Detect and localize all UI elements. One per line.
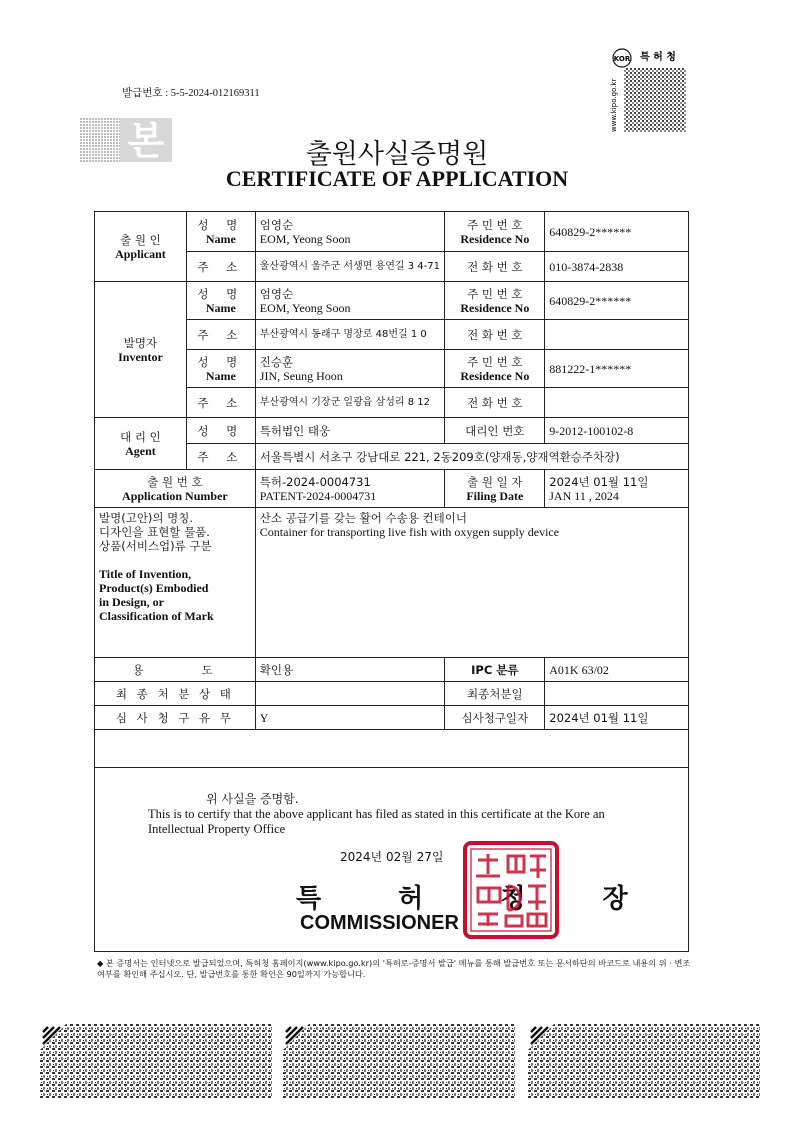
exam-request-date: 2024년 01월 11일 <box>545 706 689 730</box>
inventor1-phone-label: 전 화 번 호 <box>445 320 545 350</box>
usage-value: 확인용 <box>255 658 445 682</box>
filing-date-label: 출 원 일 자 Filing Date <box>445 470 545 508</box>
qr-barcode-top <box>610 48 688 134</box>
inventor1-res-label: 주 민 번 호 Residence No <box>445 282 545 320</box>
watermark-text: 본 <box>127 119 165 162</box>
exam-request-date-label: 심사청구일자 <box>445 706 545 730</box>
title-value: 산소 공급기를 갖는 활어 수송용 컨테이너 Container for transporting live fish with oxygen supply device <box>255 508 688 658</box>
inventor2-addr-label: 주 소 <box>186 388 255 418</box>
ipc-value: A01K 63/02 <box>545 658 689 682</box>
agent-label: 대 리 인 Agent <box>95 418 187 470</box>
final-disposition-label: 최 종 처 분 상 태 <box>95 682 256 706</box>
agent-addr-label: 주 소 <box>186 444 255 470</box>
certify-korean: 위 사실을 증명함. <box>206 792 299 806</box>
agent-name-label: 성 명 <box>186 418 255 444</box>
inventor2-phone <box>545 388 689 418</box>
inventor-label: 발명자 Inventor <box>95 282 187 418</box>
filing-date: 2024년 01월 11일 JAN 11 , 2024 <box>545 470 689 508</box>
inventor2-name-label: 성 명 Name <box>186 350 255 388</box>
issue-date: 2024년 02월 27일 <box>340 850 444 864</box>
inventor2-name: 진승훈 JIN, Seung Hoon <box>255 350 445 388</box>
exam-request-label: 심 사 청 구 유 무 <box>95 706 256 730</box>
applicant-phone-label: 전 화 번 호 <box>445 252 545 282</box>
app-number-label: 출 원 번 호 Application Number <box>95 470 256 508</box>
kipo-url: www.kipo.go.kr <box>610 78 618 132</box>
inventor2-address: 부산광역시 기장군 일광읍 삼성리 8 12 <box>255 388 445 418</box>
inventor1-name: 엄영순 EOM, Yeong Soon <box>255 282 445 320</box>
applicant-name: 엄영순 EOM, Yeong Soon <box>255 212 445 252</box>
agent-no: 9-2012-100102-8 <box>545 418 689 444</box>
app-number: 특허-2024-0004731 PATENT-2024-0004731 <box>255 470 445 508</box>
applicant-res-label: 주 민 번 호 Residence No <box>445 212 545 252</box>
blank-row <box>95 730 689 768</box>
final-disposition-date <box>545 682 689 706</box>
inventor1-name-label: 성 명 Name <box>186 282 255 320</box>
header-stamp: 특 허 청 <box>640 52 676 63</box>
inventor2-res-no: 881222-1****** <box>545 350 689 388</box>
barcode-left <box>40 1024 272 1098</box>
inventor1-addr-label: 주 소 <box>186 320 255 350</box>
usage-label: 용 도 <box>95 658 256 682</box>
inventor2-res-label: 주 민 번 호 Residence No <box>445 350 545 388</box>
agent-name: 특허법인 태웅 <box>255 418 445 444</box>
barcode-middle <box>283 1024 515 1098</box>
application-table <box>94 211 689 952</box>
final-disposition-date-label: 최종처분일 <box>445 682 545 706</box>
certify-english: This is to certify that the above applicant has filed as stated in this certificate at the Kore an Intellectual Property Office <box>148 807 605 836</box>
commissioner-label: COMMISSIONER <box>300 912 459 934</box>
ipc-label: IPC 분류 <box>445 658 545 682</box>
agent-address: 서울특별시 서초구 강남대로 221, 2동209호(양재동,양재역환승주차장) <box>255 444 688 470</box>
final-disposition-value <box>255 682 445 706</box>
inventor2-phone-label: 전 화 번 호 <box>445 388 545 418</box>
applicant-addr-label: 주 소 <box>186 252 255 282</box>
applicant-name-label: 성 명 Name <box>186 212 255 252</box>
issue-number: 발급번호 : 5-5-2024-012169311 <box>122 88 260 99</box>
title-korean: 출원사실증명원 <box>305 139 489 170</box>
agent-no-label: 대리인 번호 <box>445 418 545 444</box>
exam-request-value: Y <box>255 706 445 730</box>
kor-badge: KOR <box>613 55 631 63</box>
inventor1-res-no: 640829-2****** <box>545 282 689 320</box>
inventor1-address: 부산광역시 동래구 명장로 48번길 1 0 <box>255 320 445 350</box>
applicant-label: 출 원 인 Applicant <box>95 212 187 282</box>
applicant-res-no: 640829-2****** <box>545 212 689 252</box>
barcode-right <box>528 1024 760 1098</box>
kipo-commissioner-ko: 특 허 청 장 <box>296 884 662 914</box>
notice-text: ◆ 본 증명서는 인터넷으로 발급되었으며, 특허청 홈페이지(www.kipo.go.kr)의 '특허로-증명서 발급' 메뉴를 통해 발급번호 또는 문서하단의 바코드로 내용의 위 · 변조 여부를 확인해 주십시오. 단, 발급번호를 통한 확인은 90일까지 가능합니다. <box>97 958 691 979</box>
title-label: 발명(고안)의 명칭. 디자인을 표현할 물품. 상품(서비스업)류 구분 Title of Invention, Product(s) Embodied in Design, or Classification of Mark <box>95 508 256 658</box>
official-seal <box>462 840 560 940</box>
title-english: CERTIFICATE OF APPLICATION <box>225 166 569 191</box>
applicant-address: 울산광역시 울주군 서생면 용연길 3 4-71 <box>255 252 445 282</box>
inventor1-phone <box>545 320 689 350</box>
applicant-phone: 010-3874-2838 <box>545 252 689 282</box>
